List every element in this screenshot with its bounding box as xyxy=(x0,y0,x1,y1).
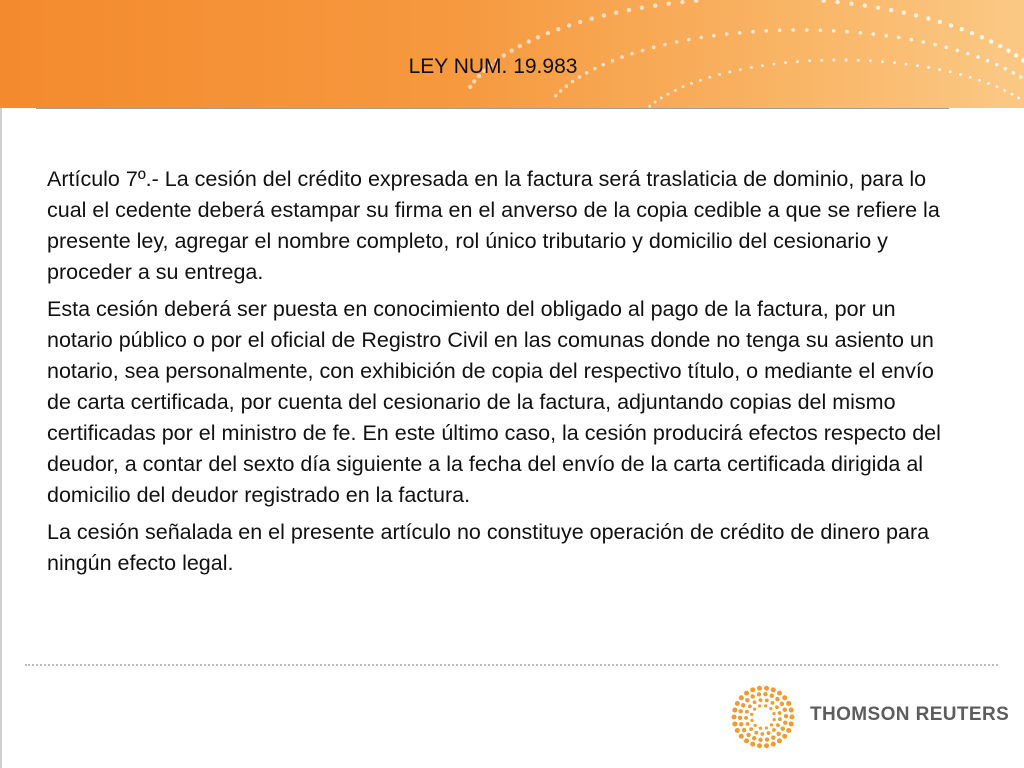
paragraph-2: Esta cesión deberá ser puesta en conocimiento del obligado al pago de la factura, por un notario público o por el oficial de Registro Civil en las comunas donde no tenga su asiento un notario, sea personalmente, con exhibición de copia del respectivo título, o mediante el envío de carta certificada, por cuenta del cesionario de la factura, adjuntando copias del mismo certificadas por el ministro de fe. En este último caso, la cesión producirá efectos respecto del deudor, a contar del sexto día siguiente a la fecha del envío de la carta certificada dirigida al domicilio del deudor registrado en la factura. xyxy=(47,297,941,507)
left-edge-line xyxy=(0,108,2,768)
thomson-reuters-logo xyxy=(730,684,1010,750)
logo-text: THOMSON REUTERS xyxy=(810,704,1010,725)
paragraph-3: La cesión señalada en el presente artículo no constituye operación de crédito de dinero para ningún efecto legal. xyxy=(47,520,930,575)
paragraph-1: Artículo 7º.- La cesión del crédito expresada en la factura será traslaticia de dominio, para lo cual el cedente deberá estampar su firma en el anverso de la copia cedible a que se refiere la presente ley, agregar el nombre completo, rol único tributario y domicilio del cesionario y proceder a su entrega. xyxy=(47,167,940,284)
slide-title: LEY NUM. 19.983 xyxy=(408,55,578,78)
footer-divider xyxy=(25,664,998,666)
thomson-reuters-dot-sphere-icon xyxy=(730,684,796,750)
article-text xyxy=(47,164,947,585)
header-divider xyxy=(36,108,949,109)
